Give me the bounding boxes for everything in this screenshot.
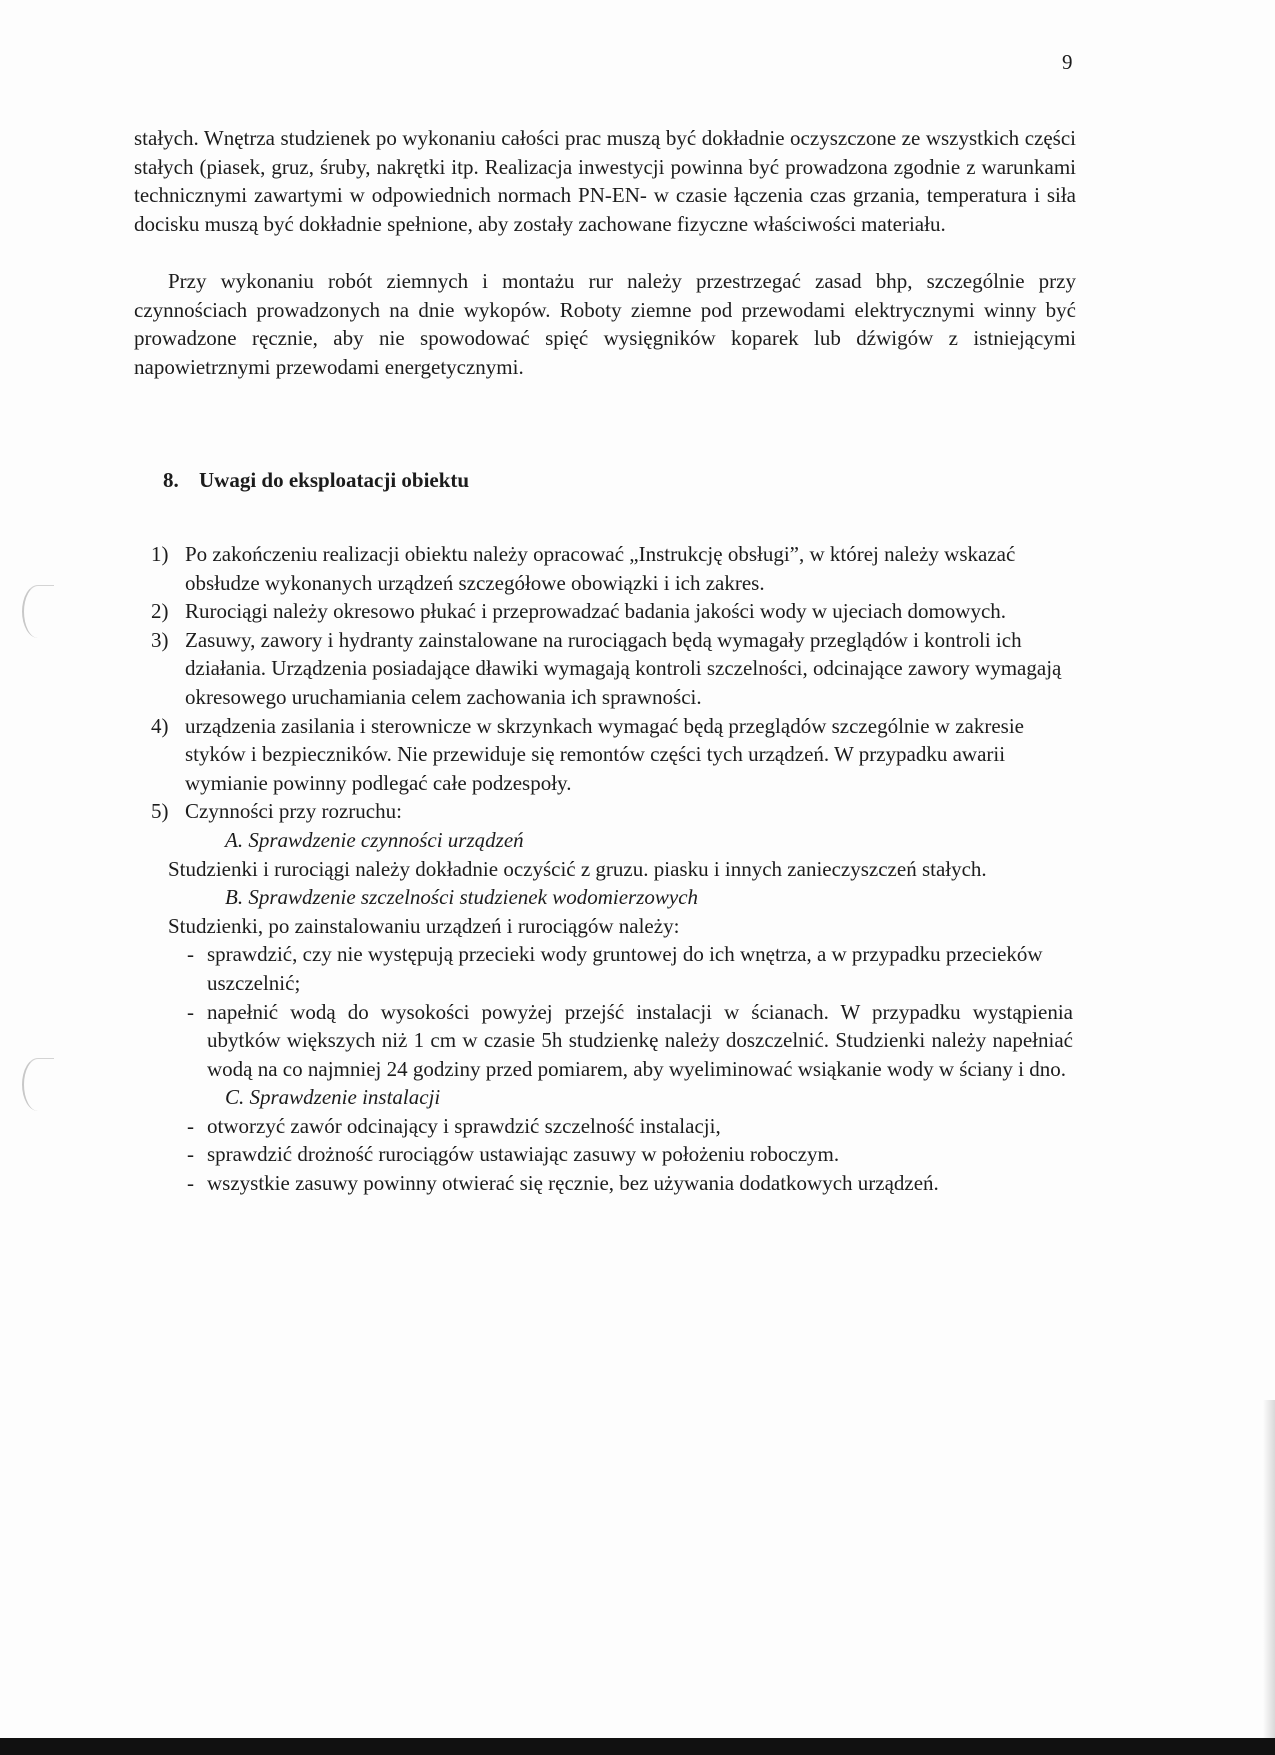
list-item-text: Zasuwy, zawory i hydranty zainstalowane na rurociągach będą wymagały przeglądów i kontroli ich działania. Urządzenia posiadające dławiki wymagają kontroli szczelności, odcinające zawory wymagają okresowego uruchamiania celem zachowania ich sprawności.: [185, 627, 1062, 709]
dash-marker: -: [187, 1142, 194, 1167]
scan-bottom-edge: [0, 1738, 1275, 1755]
dash-marker: -: [187, 942, 194, 967]
list-marker: 2): [151, 599, 169, 624]
section-number: 8.: [163, 468, 179, 492]
list-marker: 3): [151, 627, 169, 652]
intro-paragraph: stałych. Wnętrza studzienek po wykonaniu całości prac muszą być dokładnie oczyszczone ze wszystkich części stałych (piasek, gruz, śruby, nakrętki itp. Realizacja inwestycji powinna być prowadzona zgodnie z warunkami technicznymi zawartymi w odpowiednich normach PN-EN- w czasie łączenia czas grzania, temperatura i siła docisku muszą być dokładnie spełnione, aby zostały zachowane fizyczne właściwości materiału.: [134, 126, 1076, 236]
dash-marker: -: [187, 1171, 194, 1196]
list-item-text: Czynności przy rozruchu:: [185, 799, 402, 824]
list-item-text: urządzenia zasilania i sterownicze w skrzynkach wymagać będą przeglądów szczególnie w zakresie styków i bezpieczników. Nie przewiduje się remontów części tych urządzeń. W przypadku awarii wymianie powinny podlegać całe podzespoły.: [185, 713, 1025, 795]
dash-list-item: [187, 1140, 1073, 1169]
list-item: [151, 797, 1070, 826]
dash-item-text: wszystkie zasuwy powinny otwierać się ręcznie, bez używania dodatkowych urządzeń.: [207, 1171, 939, 1196]
dash-item-text: otworzyć zawór odcinający i sprawdzić szczelność instalacji,: [207, 1113, 721, 1138]
section-heading: [163, 468, 469, 493]
list-item-text: Rurociągi należy okresowo płukać i przeprowadzać badania jakości wody w ujeciach domowych.: [185, 599, 1007, 624]
section-title: Uwagi do eksploatacji obiektu: [199, 468, 470, 492]
page-number: 9: [1062, 50, 1073, 74]
list-item: [151, 597, 1070, 626]
dash-list-item: [187, 1112, 1073, 1141]
list-marker: 4): [151, 713, 169, 738]
subsection-b-title: B. Sprawdzenie szczelności studzienek wodomierzowych: [225, 885, 699, 910]
dash-item-text: sprawdzić drożność rurociągów ustawiając zasuwy w położeniu roboczym.: [207, 1142, 840, 1167]
dash-marker: -: [187, 1113, 194, 1138]
list-item-text: Po zakończeniu realizacji obiektu należy opracować „Instrukcję obsługi”, w której należy wskazać obsłudze wykonanych urządzeń szczegółowe obowiązki i ich zakres.: [185, 542, 1016, 595]
dash-list-item: [187, 940, 1073, 997]
list-marker: 5): [151, 799, 169, 824]
list-item: [151, 540, 1070, 597]
maintenance-list: [0, 540, 1275, 1198]
dash-list-item: [187, 1169, 1073, 1198]
subsection-b-intro: Studzienki, po zainstalowaniu urządzeń i rurociągów należy:: [168, 913, 680, 938]
safety-paragraph: Przy wykonaniu robót ziemnych i montażu rur należy przestrzegać zasad bhp, szczególnie przy czynnościach prowadzonych na dnie wykopów. Roboty ziemne pod przewodami elektrycznymi winny być prowadzone ręcznie, aby nie spowodować spięć wysięgników koparek lub dźwigów z istniejącymi napowietrznymi przewodami energetycznymi.: [134, 269, 1076, 379]
dash-marker: -: [187, 999, 194, 1024]
subsection-c-title: C. Sprawdzenie instalacji: [225, 1085, 441, 1110]
dash-list-item: [187, 998, 1073, 1084]
list-item: [151, 626, 1070, 712]
subsection-a-text: Studzienki i rurociągi należy dokładnie oczyścić z gruzu. piasku i innych zanieczyszczeń stałych.: [168, 856, 987, 881]
list-marker: 1): [151, 542, 169, 566]
dash-item-text: sprawdzić, czy nie występują przecieki wody gruntowej do ich wnętrza, a w przypadku przecieków uszczelnić;: [207, 942, 1043, 995]
subsection-a-title: A. Sprawdzenie czynności urządzeń: [225, 827, 524, 852]
dash-item-text: napełnić wodą do wysokości powyżej przejść instalacji w ścianach. W przypadku wystąpienia ubytków większych niż 1 cm w czasie 5h studzienkę należy doszczelnić. Studzienki należy napełniać wodą na co najmniej 24 godziny przed pomiarem, aby wyeliminować wsiąkanie wody w ściany i dno.: [207, 999, 1073, 1081]
scan-edge-shadow: [1263, 1400, 1275, 1738]
list-item: [151, 712, 1070, 798]
